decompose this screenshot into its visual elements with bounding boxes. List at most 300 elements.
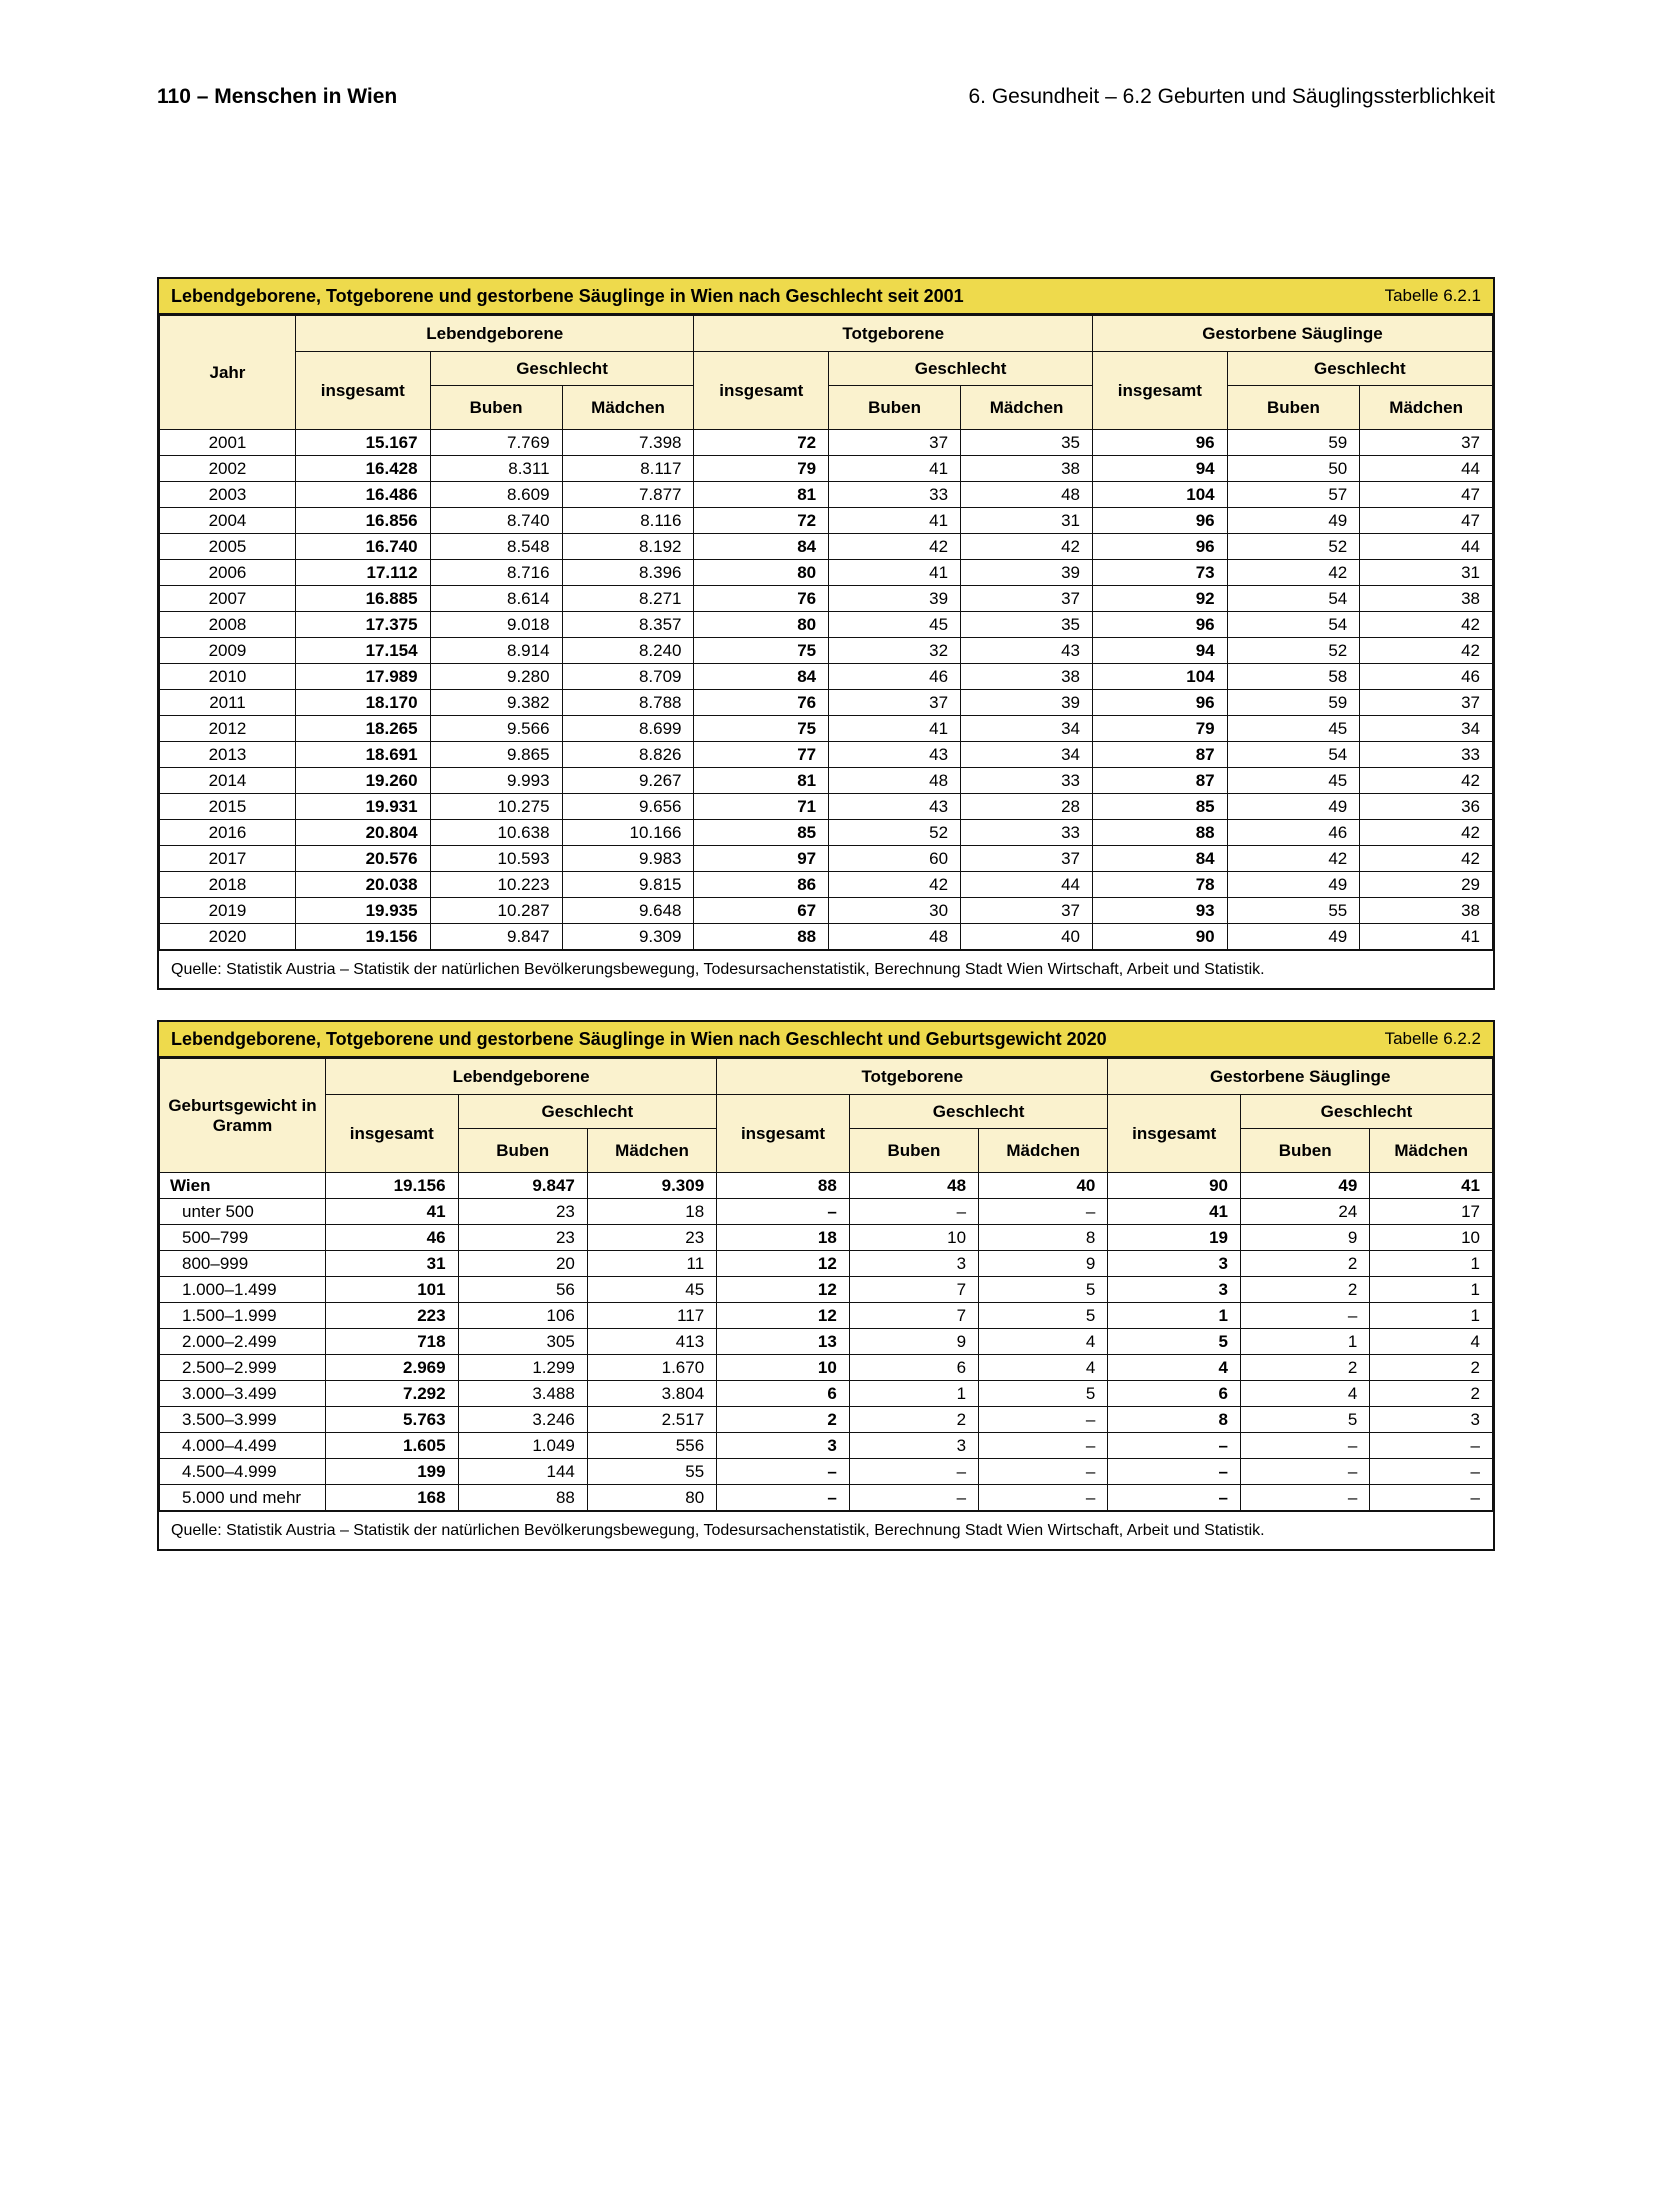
table-row xyxy=(160,924,1493,950)
value-cell: 10.166 xyxy=(562,820,694,846)
table-row xyxy=(160,1485,1493,1511)
table-row xyxy=(160,872,1493,898)
value-cell: 81 xyxy=(694,482,829,508)
value-cell: 37 xyxy=(1360,690,1493,716)
value-cell: 44 xyxy=(1360,456,1493,482)
value-cell: 96 xyxy=(1093,430,1228,456)
value-cell: 104 xyxy=(1093,482,1228,508)
value-cell: 1.605 xyxy=(325,1433,458,1459)
year-cell: 2019 xyxy=(160,898,296,924)
value-cell: 1.299 xyxy=(458,1355,587,1381)
geschlecht-header-cell: Geschlecht xyxy=(849,1095,1108,1129)
value-cell: 48 xyxy=(961,482,1093,508)
value-cell: 46 xyxy=(1360,664,1493,690)
value-cell: – xyxy=(1241,1303,1370,1329)
value-cell: 8.116 xyxy=(562,508,694,534)
year-cell: 2008 xyxy=(160,612,296,638)
value-cell: 10 xyxy=(849,1225,978,1251)
value-cell: 19 xyxy=(1108,1225,1241,1251)
value-cell: 94 xyxy=(1093,638,1228,664)
value-cell: 80 xyxy=(587,1485,716,1511)
value-cell: 305 xyxy=(458,1329,587,1355)
value-cell: 40 xyxy=(979,1173,1108,1199)
value-cell: 37 xyxy=(829,690,961,716)
table-row xyxy=(160,1329,1493,1355)
value-cell: – xyxy=(1370,1459,1493,1485)
table-6-2-2-title-bar xyxy=(159,1022,1493,1058)
value-cell: 20 xyxy=(458,1251,587,1277)
value-cell: – xyxy=(1108,1485,1241,1511)
value-cell: 36 xyxy=(1360,794,1493,820)
weight-class-cell: 3.000–3.499 xyxy=(160,1381,326,1407)
value-cell: 16.486 xyxy=(295,482,430,508)
insgesamt-header-cell: insgesamt xyxy=(1108,1095,1241,1173)
value-cell: 10 xyxy=(1370,1225,1493,1251)
value-cell: 41 xyxy=(829,560,961,586)
value-cell: 87 xyxy=(1093,768,1228,794)
value-cell: 9.018 xyxy=(430,612,562,638)
value-cell: 1 xyxy=(1108,1303,1241,1329)
value-cell: 47 xyxy=(1360,508,1493,534)
table-row xyxy=(160,586,1493,612)
value-cell: 9.656 xyxy=(562,794,694,820)
value-cell: 94 xyxy=(1093,456,1228,482)
value-cell: – xyxy=(1108,1459,1241,1485)
value-cell: 41 xyxy=(829,456,961,482)
table-row xyxy=(160,664,1493,690)
header-row-groups xyxy=(160,1059,1493,1095)
weight-class-cell: 4.500–4.999 xyxy=(160,1459,326,1485)
year-cell: 2018 xyxy=(160,872,296,898)
table-row xyxy=(160,1459,1493,1485)
value-cell: 84 xyxy=(694,534,829,560)
value-cell: 42 xyxy=(829,534,961,560)
value-cell: 38 xyxy=(1360,586,1493,612)
value-cell: 4 xyxy=(1108,1355,1241,1381)
value-cell: 6 xyxy=(849,1355,978,1381)
value-cell: 10.287 xyxy=(430,898,562,924)
value-cell: 41 xyxy=(829,716,961,742)
value-cell: 44 xyxy=(961,872,1093,898)
value-cell: 5.763 xyxy=(325,1407,458,1433)
header-row-geschlecht xyxy=(160,1095,1493,1129)
value-cell: 88 xyxy=(1093,820,1228,846)
value-cell: 79 xyxy=(1093,716,1228,742)
value-cell: 18.691 xyxy=(295,742,430,768)
value-cell: 20.804 xyxy=(295,820,430,846)
buben-header-cell: Buben xyxy=(849,1129,978,1173)
value-cell: 17.112 xyxy=(295,560,430,586)
value-cell: 30 xyxy=(829,898,961,924)
table-row xyxy=(160,1355,1493,1381)
value-cell: 9.983 xyxy=(562,846,694,872)
year-cell: 2002 xyxy=(160,456,296,482)
year-cell: 2003 xyxy=(160,482,296,508)
chapter-title: 6. Gesundheit – 6.2 Geburten und Säuglingssterblichkeit xyxy=(968,85,1495,108)
table-row xyxy=(160,560,1493,586)
value-cell: 16.428 xyxy=(295,456,430,482)
group-header-cell: Totgeborene xyxy=(717,1059,1108,1095)
value-cell: 19.156 xyxy=(325,1173,458,1199)
value-cell: 19.260 xyxy=(295,768,430,794)
weight-class-cell: 4.000–4.499 xyxy=(160,1433,326,1459)
value-cell: 8.240 xyxy=(562,638,694,664)
value-cell: 8.914 xyxy=(430,638,562,664)
value-cell: 39 xyxy=(961,560,1093,586)
value-cell: 41 xyxy=(325,1199,458,1225)
value-cell: 47 xyxy=(1360,482,1493,508)
year-cell: 2005 xyxy=(160,534,296,560)
births-by-weight-table xyxy=(159,1058,1493,1511)
value-cell: 76 xyxy=(694,690,829,716)
value-cell: 144 xyxy=(458,1459,587,1485)
value-cell: 23 xyxy=(587,1225,716,1251)
value-cell: 106 xyxy=(458,1303,587,1329)
value-cell: 54 xyxy=(1227,612,1360,638)
maedchen-header-cell: Mädchen xyxy=(1360,386,1493,430)
value-cell: – xyxy=(717,1459,850,1485)
value-cell: 52 xyxy=(1227,638,1360,664)
value-cell: 92 xyxy=(1093,586,1228,612)
value-cell: 6 xyxy=(717,1381,850,1407)
table-row xyxy=(160,820,1493,846)
value-cell: 71 xyxy=(694,794,829,820)
value-cell: 45 xyxy=(587,1277,716,1303)
value-cell: 8.709 xyxy=(562,664,694,690)
table-row xyxy=(160,794,1493,820)
maedchen-header-cell: Mädchen xyxy=(587,1129,716,1173)
value-cell: 1.670 xyxy=(587,1355,716,1381)
value-cell: 104 xyxy=(1093,664,1228,690)
value-cell: 9 xyxy=(979,1251,1108,1277)
value-cell: 34 xyxy=(961,742,1093,768)
value-cell: 48 xyxy=(829,924,961,950)
value-cell: – xyxy=(979,1407,1108,1433)
value-cell: 2 xyxy=(1370,1355,1493,1381)
maedchen-header-cell: Mädchen xyxy=(1370,1129,1493,1173)
value-cell: 37 xyxy=(1360,430,1493,456)
value-cell: 80 xyxy=(694,560,829,586)
value-cell: – xyxy=(979,1459,1108,1485)
value-cell: 1 xyxy=(1370,1251,1493,1277)
value-cell: 75 xyxy=(694,638,829,664)
value-cell: 4 xyxy=(979,1329,1108,1355)
value-cell: 42 xyxy=(829,872,961,898)
value-cell: 8.826 xyxy=(562,742,694,768)
weight-class-cell: Wien xyxy=(160,1173,326,1199)
value-cell: 9.815 xyxy=(562,872,694,898)
value-cell: 93 xyxy=(1093,898,1228,924)
table-row xyxy=(160,898,1493,924)
value-cell: 42 xyxy=(1360,612,1493,638)
value-cell: 2 xyxy=(849,1407,978,1433)
page-content xyxy=(157,84,1495,1551)
value-cell: 90 xyxy=(1108,1173,1241,1199)
value-cell: 11 xyxy=(587,1251,716,1277)
value-cell: 7 xyxy=(849,1303,978,1329)
value-cell: 17.989 xyxy=(295,664,430,690)
value-cell: 15.167 xyxy=(295,430,430,456)
value-cell: 8.192 xyxy=(562,534,694,560)
value-cell: 19.156 xyxy=(295,924,430,950)
value-cell: – xyxy=(717,1199,850,1225)
value-cell: 59 xyxy=(1227,690,1360,716)
value-cell: 42 xyxy=(1360,768,1493,794)
value-cell: 43 xyxy=(829,742,961,768)
table-6-2-1-frame xyxy=(157,277,1495,990)
value-cell: 117 xyxy=(587,1303,716,1329)
value-cell: 31 xyxy=(1360,560,1493,586)
value-cell: 7.292 xyxy=(325,1381,458,1407)
geschlecht-header-cell: Geschlecht xyxy=(430,352,694,386)
value-cell: 31 xyxy=(961,508,1093,534)
table-row xyxy=(160,534,1493,560)
buben-header-cell: Buben xyxy=(1241,1129,1370,1173)
value-cell: 76 xyxy=(694,586,829,612)
value-cell: 2.969 xyxy=(325,1355,458,1381)
value-cell: 17.375 xyxy=(295,612,430,638)
value-cell: 97 xyxy=(694,846,829,872)
value-cell: 81 xyxy=(694,768,829,794)
value-cell: 1.049 xyxy=(458,1433,587,1459)
value-cell: 41 xyxy=(1108,1199,1241,1225)
value-cell: – xyxy=(717,1485,850,1511)
weight-class-cell: 5.000 und mehr xyxy=(160,1485,326,1511)
value-cell: 42 xyxy=(1227,560,1360,586)
buben-header-cell: Buben xyxy=(458,1129,587,1173)
value-cell: 96 xyxy=(1093,534,1228,560)
value-cell: 8.614 xyxy=(430,586,562,612)
value-cell: 556 xyxy=(587,1433,716,1459)
year-cell: 2013 xyxy=(160,742,296,768)
value-cell: 19.935 xyxy=(295,898,430,924)
value-cell: 9.267 xyxy=(562,768,694,794)
value-cell: 2.517 xyxy=(587,1407,716,1433)
value-cell: 9.865 xyxy=(430,742,562,768)
group-header-cell: Totgeborene xyxy=(694,316,1093,352)
value-cell: 4 xyxy=(1241,1381,1370,1407)
value-cell: 20.038 xyxy=(295,872,430,898)
value-cell: 73 xyxy=(1093,560,1228,586)
value-cell: 9.309 xyxy=(562,924,694,950)
value-cell: – xyxy=(979,1199,1108,1225)
value-cell: 41 xyxy=(829,508,961,534)
header-row-geschlecht xyxy=(160,352,1493,386)
value-cell: 3 xyxy=(1108,1251,1241,1277)
value-cell: 8.699 xyxy=(562,716,694,742)
value-cell: 34 xyxy=(1360,716,1493,742)
value-cell: 9 xyxy=(1241,1225,1370,1251)
table-header xyxy=(160,1059,1493,1173)
value-cell: 9.309 xyxy=(587,1173,716,1199)
value-cell: 88 xyxy=(694,924,829,950)
value-cell: 48 xyxy=(829,768,961,794)
buben-header-cell: Buben xyxy=(430,386,562,430)
value-cell: 52 xyxy=(1227,534,1360,560)
value-cell: 8.311 xyxy=(430,456,562,482)
table-row xyxy=(160,1381,1493,1407)
weight-class-cell: 3.500–3.999 xyxy=(160,1407,326,1433)
table-row xyxy=(160,846,1493,872)
table-row xyxy=(160,638,1493,664)
value-cell: – xyxy=(1108,1433,1241,1459)
value-cell: 42 xyxy=(961,534,1093,560)
value-cell: 5 xyxy=(979,1303,1108,1329)
value-cell: 39 xyxy=(829,586,961,612)
value-cell: 49 xyxy=(1227,872,1360,898)
value-cell: 9.847 xyxy=(430,924,562,950)
table-row xyxy=(160,1303,1493,1329)
value-cell: 3 xyxy=(849,1251,978,1277)
value-cell: 9 xyxy=(849,1329,978,1355)
buben-header-cell: Buben xyxy=(829,386,961,430)
value-cell: 18.170 xyxy=(295,690,430,716)
year-cell: 2010 xyxy=(160,664,296,690)
geschlecht-header-cell: Geschlecht xyxy=(829,352,1093,386)
geschlecht-header-cell: Geschlecht xyxy=(458,1095,717,1129)
buben-header-cell: Buben xyxy=(1227,386,1360,430)
value-cell: 44 xyxy=(1360,534,1493,560)
value-cell: 84 xyxy=(694,664,829,690)
value-cell: 3.488 xyxy=(458,1381,587,1407)
value-cell: 41 xyxy=(1370,1173,1493,1199)
value-cell: 8.396 xyxy=(562,560,694,586)
value-cell: 59 xyxy=(1227,430,1360,456)
value-cell: 3 xyxy=(1370,1407,1493,1433)
table-header xyxy=(160,316,1493,430)
geschlecht-header-cell: Geschlecht xyxy=(1241,1095,1493,1129)
value-cell: 8.716 xyxy=(430,560,562,586)
value-cell: 5 xyxy=(979,1381,1108,1407)
value-cell: 37 xyxy=(961,898,1093,924)
value-cell: 37 xyxy=(961,846,1093,872)
value-cell: 2 xyxy=(1241,1251,1370,1277)
value-cell: 8.740 xyxy=(430,508,562,534)
value-cell: 8.609 xyxy=(430,482,562,508)
value-cell: 16.740 xyxy=(295,534,430,560)
value-cell: 72 xyxy=(694,430,829,456)
year-cell: 2017 xyxy=(160,846,296,872)
value-cell: – xyxy=(849,1199,978,1225)
geschlecht-header-cell: Geschlecht xyxy=(1227,352,1492,386)
value-cell: 38 xyxy=(1360,898,1493,924)
value-cell: 9.382 xyxy=(430,690,562,716)
value-cell: 56 xyxy=(458,1277,587,1303)
value-cell: 35 xyxy=(961,612,1093,638)
table-row xyxy=(160,430,1493,456)
value-cell: 12 xyxy=(717,1251,850,1277)
value-cell: 8.117 xyxy=(562,456,694,482)
value-cell: 78 xyxy=(1093,872,1228,898)
value-cell: 16.885 xyxy=(295,586,430,612)
value-cell: 58 xyxy=(1227,664,1360,690)
value-cell: 52 xyxy=(829,820,961,846)
value-cell: 85 xyxy=(694,820,829,846)
value-cell: 19.931 xyxy=(295,794,430,820)
value-cell: 8.357 xyxy=(562,612,694,638)
table-row xyxy=(160,690,1493,716)
value-cell: 8 xyxy=(979,1225,1108,1251)
table-row xyxy=(160,1225,1493,1251)
value-cell: 77 xyxy=(694,742,829,768)
value-cell: 1 xyxy=(1241,1329,1370,1355)
value-cell: 55 xyxy=(1227,898,1360,924)
year-cell: 2012 xyxy=(160,716,296,742)
value-cell: 3 xyxy=(849,1433,978,1459)
table-body xyxy=(160,430,1493,950)
value-cell: – xyxy=(849,1459,978,1485)
value-cell: 43 xyxy=(961,638,1093,664)
source-note: Quelle: Statistik Austria – Statistik der natürlichen Bevölkerungsbewegung, Todesursachenstatistik, Berechnung Stadt Wien Wirtschaft, Arbeit und Statistik. xyxy=(159,1511,1493,1549)
value-cell: 12 xyxy=(717,1277,850,1303)
year-cell: 2001 xyxy=(160,430,296,456)
maedchen-header-cell: Mädchen xyxy=(961,386,1093,430)
value-cell: 718 xyxy=(325,1329,458,1355)
group-header-cell: Lebendgeborene xyxy=(325,1059,716,1095)
insgesamt-header-cell: insgesamt xyxy=(694,352,829,430)
value-cell: 96 xyxy=(1093,690,1228,716)
value-cell: – xyxy=(1241,1485,1370,1511)
weight-class-cell: 500–799 xyxy=(160,1225,326,1251)
value-cell: 2 xyxy=(1241,1277,1370,1303)
value-cell: 38 xyxy=(961,664,1093,690)
maedchen-header-cell: Mädchen xyxy=(562,386,694,430)
value-cell: 67 xyxy=(694,898,829,924)
table-row xyxy=(160,612,1493,638)
value-cell: 5 xyxy=(1241,1407,1370,1433)
insgesamt-header-cell: insgesamt xyxy=(325,1095,458,1173)
table-row xyxy=(160,1433,1493,1459)
value-cell: – xyxy=(849,1485,978,1511)
value-cell: 96 xyxy=(1093,508,1228,534)
value-cell: 1 xyxy=(1370,1277,1493,1303)
value-cell: 49 xyxy=(1227,924,1360,950)
value-cell: 43 xyxy=(829,794,961,820)
value-cell: 6 xyxy=(1108,1381,1241,1407)
value-cell: 84 xyxy=(1093,846,1228,872)
value-cell: 10 xyxy=(717,1355,850,1381)
year-cell: 2007 xyxy=(160,586,296,612)
value-cell: 33 xyxy=(829,482,961,508)
year-cell: 2004 xyxy=(160,508,296,534)
value-cell: 49 xyxy=(1241,1173,1370,1199)
table-6-2-2-frame xyxy=(157,1020,1495,1551)
table-row xyxy=(160,508,1493,534)
value-cell: 10.593 xyxy=(430,846,562,872)
value-cell: 413 xyxy=(587,1329,716,1355)
value-cell: 7 xyxy=(849,1277,978,1303)
value-cell: 37 xyxy=(829,430,961,456)
value-cell: 10.223 xyxy=(430,872,562,898)
value-cell: 87 xyxy=(1093,742,1228,768)
value-cell: 16.856 xyxy=(295,508,430,534)
table-row xyxy=(160,456,1493,482)
year-cell: 2011 xyxy=(160,690,296,716)
weight-class-cell: unter 500 xyxy=(160,1199,326,1225)
value-cell: 23 xyxy=(458,1199,587,1225)
value-cell: 54 xyxy=(1227,586,1360,612)
value-cell: 96 xyxy=(1093,612,1228,638)
value-cell: 88 xyxy=(458,1485,587,1511)
value-cell: 8 xyxy=(1108,1407,1241,1433)
insgesamt-header-cell: insgesamt xyxy=(1093,352,1228,430)
value-cell: 10.638 xyxy=(430,820,562,846)
value-cell: 49 xyxy=(1227,508,1360,534)
value-cell: 17.154 xyxy=(295,638,430,664)
group-header-cell: Lebendgeborene xyxy=(295,316,694,352)
table-row xyxy=(160,742,1493,768)
value-cell: 3 xyxy=(1108,1277,1241,1303)
